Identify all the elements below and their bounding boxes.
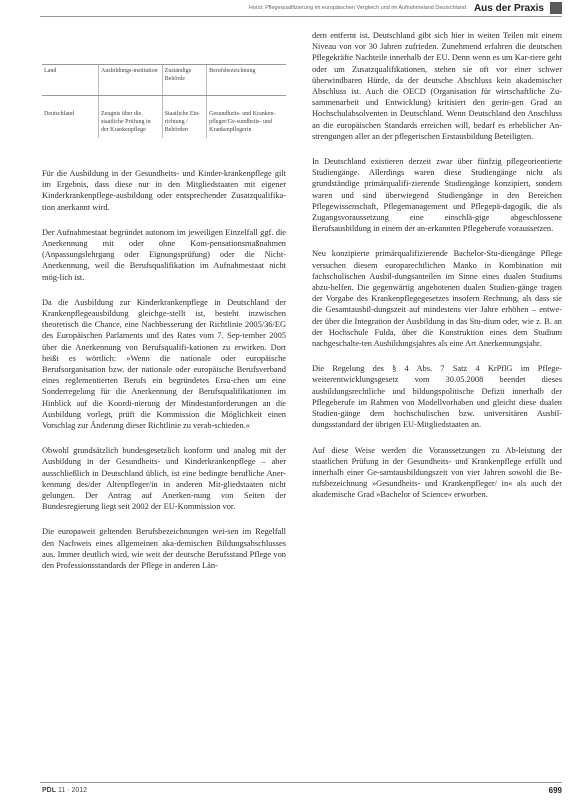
body-paragraph: Der Aufnahmestaat begründet autonom im jeweiligen Einzelfall ggf. die Anerkennung mit oder ohne Kom-pensationsmaßnahmen (Anpassungslehrgang oder Eignungsprüfung) oder die Nicht-Anerkennung, weil die Berufsqualifikation im Aufnahmestaat nicht mög-lich ist.	[42, 227, 286, 282]
body-paragraph: Die europaweit geltenden Berufsbezeichnungen wei-sen im Regelfall den Nachweis eines allgemeinen aka-demischen Bildungsabschlusses aus. Immer deutlich wird, wie weit der deutsche Berufsstand Pflege von den Professionsstandards der Pflege in anderen Län-	[42, 527, 286, 571]
table-cell: Deutschland	[44, 111, 74, 117]
running-title: Horst: Pflegequalifizierung im europäischen Vergleich und im Aufnahmeland Deutschland	[248, 5, 466, 11]
left-column	[42, 64, 286, 585]
journal-name: PDL	[42, 787, 56, 794]
table-cell: Staatliche Ein-richtung / Behörden	[162, 96, 206, 139]
table-header-cell: Ausbildungs-institution	[99, 65, 163, 96]
page-number: 699	[548, 786, 562, 795]
body-paragraph: dern entfernt ist. Deutschland gibt sich hier in weiten Teilen mit einem Niveau von vor 30 Jahren zufrieden. Zunehmend erfahren die deutschen Pflegekräfte Nachteile innerhalb der EU. Denn wenn es um Kar-riere geht oder um Zusatzqualifikationen, stehen sie oft vor einer schwer überwindbaren Hürde, da der deutsche Abschluss kein akademischer Abschluss ist. Auch die OECD (Organisation für wirtschaftliche Zu-sammenarbeit und Entwicklung) kritisiert den gerin-gen Grad an Hochschulabsolventen in Deutschland. Wenn Deutschland den Anschluss an die europäischen Standards erreichen will, bedarf es erheblicher An-strengungen aller an der pflegerischen Erstausbildung Beteiligten.	[312, 31, 562, 141]
journal-footer	[42, 787, 87, 794]
section-title: Aus der Praxis	[473, 2, 544, 14]
body-paragraph: Die Regelung des § 4 Abs. 7 Satz 4 KrPflG im Pflege-weiterentwicklungsgesetz vom 30.05.2008 beendet dieses ausbildungsrechtliche und bildungspolitische Defizit innerhalb der Pflegeberufe im Rahmen von Modellvorhaben und gleicht diese dualen Studien-gänge dem hochschulischen bzw. universitären Ausbil-dungsstandard der übrigen EU-Mitgliedstaaten an.	[312, 364, 562, 430]
body-paragraph: Auf diese Weise werden die Voraussetzungen zu Ab-leistung der staatlichen Prüfung in der Gesundheits- und Krankenpflege erfüllt und innerhalb einer Ge-samtausbildungszeit von vier Jahren sowohl die Be-rufsbezeichnung »Gesundheits- und Krankenpfleger/ in« als auch der akademische Grad »Bachelor of Science« erworben.	[312, 445, 562, 500]
table-header-cell: Berufsbezeichnung	[207, 65, 286, 96]
right-column	[312, 30, 562, 515]
page-header	[40, 2, 562, 14]
body-paragraph: Neu konzipierte primärqualifizierende Bachelor-Stu-diengänge Pflege versuchen diesem europarechtlichen Manko in Kombination mit fachschulischen Ausbil-dungsanteilen im Sinne eines dualen Studiums abzu-helfen. Die gegenwärtig angebotenen dualen Studien-gänge tragen der Vorgabe des Krankenpflegegesetzes insofern Rechnung, als dass sie die Gesamtausbil-dungszeit auf mindestens vier Jahre erhöhen – entwe-der über die Integration der Ausbildung in das Stu-dium oder, wie z. B. an der Hochschule Fulda, über die Konstruktion eines dem Studium nachgeschalte-ten Ausbildungsjahres als eine Art Anerkennungsjahr.	[312, 249, 562, 349]
table-cell: Gesundheits- und Kranken-pfleger/Ge-sundheits- und Krankenpflegerin	[207, 96, 286, 139]
qualification-table	[42, 64, 286, 138]
table-header-row	[42, 65, 286, 96]
body-paragraph: In Deutschland existieren derzeit zwar über fünfzig pflegeorientierte Studiengänge. Allerdings waren diese Studiengänge nicht als grundständige primärqualifi-zierende Studiengänge konzipiert, sondern waren und sind überwiegend Studiengänge in den Bereichen Pflegewissenschaft, Pflegemanagement und Pflegepä-dagogik, die als Zugangsvoraussetzung eine einschlä-gige abgeschlossene Berufsausbildung in einem der an-erkannten Pflegeberufe voraussetzen.	[312, 157, 562, 234]
body-paragraph: Für die Ausbildung in der Gesundheits- und Kinder-krankenpflege gilt im Ergebnis, dass diese nur in den Mitgliedstaaten mit eigener Kinderkrankenpflege-ausbildung oder entsprechender Zusatzqualifika-tion anerkannt wird.	[42, 169, 286, 212]
table-header-cell: Land	[42, 65, 99, 96]
table-row	[42, 96, 286, 139]
table-cell: Zeugnis über die staatliche Prüfung in der Krankenpflege	[99, 96, 163, 139]
journal-issue: 11 · 2012	[57, 787, 88, 794]
footer-rule	[40, 782, 562, 783]
header-rule	[40, 16, 562, 17]
section-marker-block	[550, 2, 562, 14]
table-header-cell: Zuständige Behörde	[162, 65, 206, 96]
body-paragraph: Da die Ausbildung zur Kinderkrankenpflege in Deutschland der Krankenpflegeausbildung gleichge-stellt ist, besteht inzwischen theoretisch die Chance, eine Nachbesserung der Richtlinie 2005/36/EG des Europäischen Parlaments und des Rates vom 7. Sep-tember 2005 über die Anerkennung von Berufsqualifi-kationen zu erwirken. Dort heißt es wörtlich: »Wenn die nationale oder europäische Berufsorganisation bzw. der nationale oder europäische Berufsverband eines reglementierten Berufs ein begründetes Ersu-chen um eine Sonderregelung für die Anerkennung der Berufsqualifikationen im Hinblick auf die Koordi-nierung der Mindestanforderungen an die Ausbildung vorlegt, prüft die Kommission die Möglichkeit einen Vorschlag zur Änderung dieser Richtlinie zu verab-schieden.«	[42, 297, 286, 431]
body-paragraph: Obwohl grundsätzlich bundesgesetzlich konform und analog mit der Ausbildung in der Gesundheits- und Kinderkrankenpflege – aber ausschließlich in Deutschland üblich, ist eine bedingte berufliche Aner-kennung des/der Altenpfleger/in in anderen Mit-gliedstaaten nicht gelungen. Der Antrag auf Anerken-nung von Seiten der Bundesregierung liegt seit 2002 der EU-Kommission vor.	[42, 446, 286, 512]
